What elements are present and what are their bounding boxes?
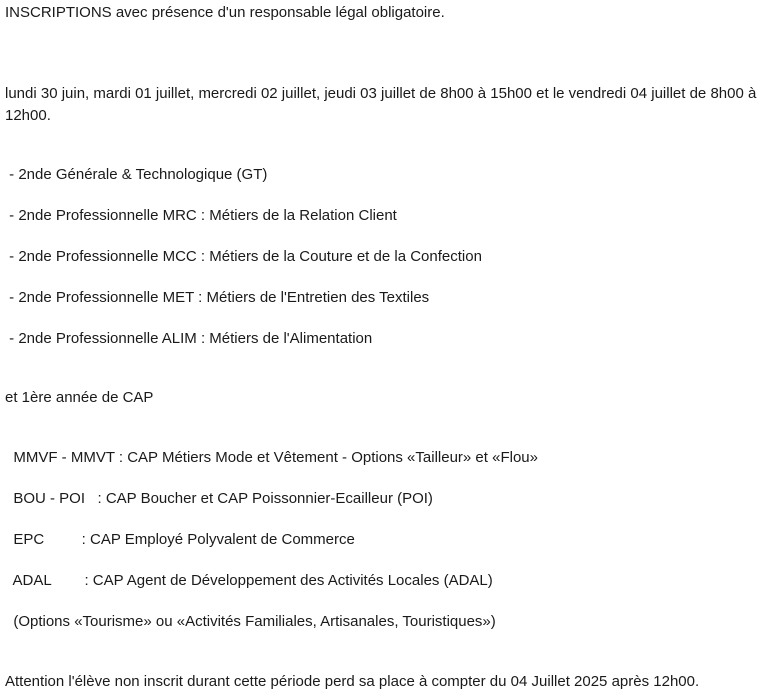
- notice-header: INSCRIPTIONS avec présence d'un responsable légal obligatoire.: [5, 4, 445, 21]
- program-mrc: - 2nde Professionnelle MRC : Métiers de la Relation Client: [5, 207, 397, 224]
- warning-text: Attention l'élève non inscrit durant cette période perd sa place à compter du 04 Juillet 2025 après 12h00.: [5, 673, 700, 690]
- cap-adal-options: (Options «Tourisme» ou «Activités Familiales, Artisanales, Touristiques»): [5, 613, 496, 630]
- cap-bou-poi: BOU - POI : CAP Boucher et CAP Poissonnier-Ecailleur (POI): [5, 490, 433, 507]
- cap-intro: et 1ère année de CAP: [5, 389, 154, 406]
- program-mcc: - 2nde Professionnelle MCC : Métiers de la Couture et de la Confection: [5, 248, 482, 265]
- dates-line-1: lundi 30 juin, mardi 01 juillet, mercredi 02 juillet, jeudi 03 juillet de 8h00 à 15h00 et le vendredi 04 juillet de 8h00 à: [5, 85, 757, 102]
- program-alim: - 2nde Professionnelle ALIM : Métiers de l'Alimentation: [5, 330, 373, 347]
- cap-mmvf: MMVF - MMVT : CAP Métiers Mode et Vêtement - Options «Tailleur» et «Flou»: [5, 449, 538, 466]
- dates-line-2: 12h00.: [5, 107, 51, 124]
- program-met: - 2nde Professionnelle MET : Métiers de l'Entretien des Textiles: [5, 289, 430, 306]
- cap-epc: EPC : CAP Employé Polyvalent de Commerce: [5, 531, 355, 548]
- program-gt: - 2nde Générale & Technologique (GT): [5, 166, 268, 183]
- cap-adal: ADAL : CAP Agent de Développement des Activités Locales (ADAL): [5, 572, 493, 589]
